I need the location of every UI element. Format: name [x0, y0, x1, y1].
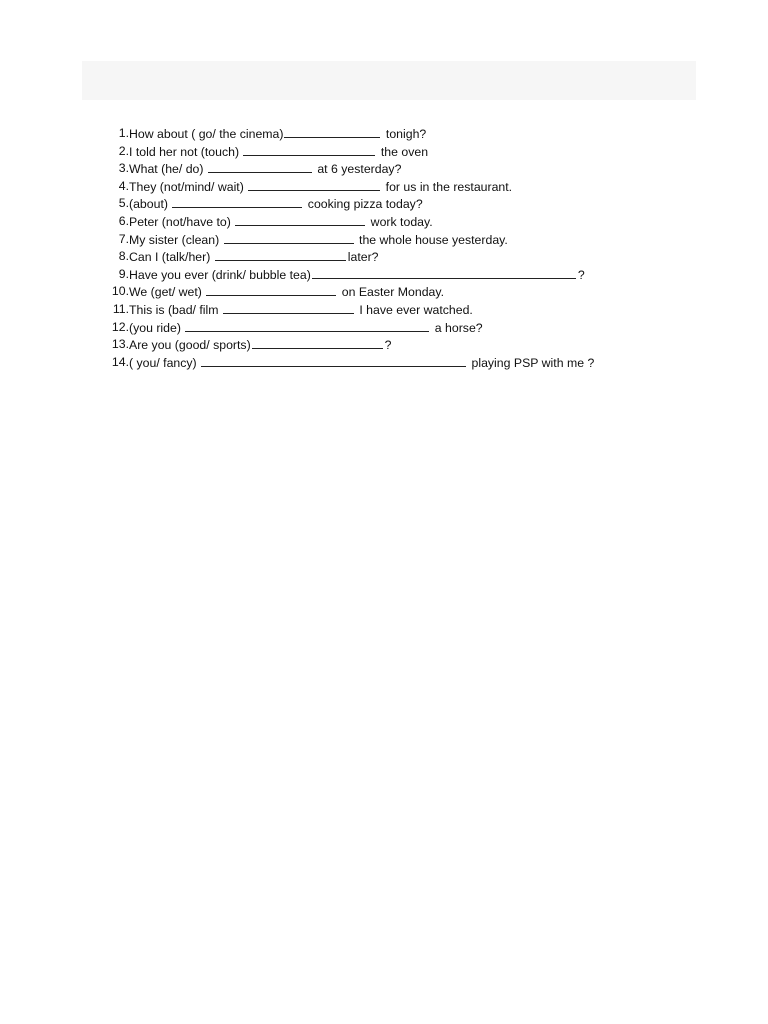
item-suffix: tonigh? [382, 127, 427, 141]
item-prefix: This is (bad/ film [129, 302, 222, 317]
item-number: 14. [111, 354, 129, 369]
item-suffix: later? [347, 250, 379, 265]
item-text [129, 301, 473, 320]
answer-blank[interactable] [215, 248, 346, 261]
item-text [129, 178, 512, 197]
item-prefix: Are you (good/ sports) [129, 338, 251, 353]
item-number: 13. [111, 337, 129, 352]
exercise-item-12 [102, 319, 483, 337]
item-text [129, 266, 585, 285]
exercise-item-10 [102, 283, 445, 301]
item-suffix: I have ever watched. [355, 302, 473, 317]
exercise-item-4 [102, 178, 513, 196]
item-prefix: (about) [129, 197, 172, 212]
item-suffix: work today. [367, 214, 433, 229]
answer-blank[interactable] [185, 319, 429, 332]
item-suffix: ? [577, 267, 585, 282]
item-prefix: Can I (talk/her) [129, 250, 214, 265]
exercise-item-8 [102, 248, 379, 266]
answer-blank[interactable] [284, 125, 380, 138]
exercise-item-13 [102, 336, 392, 354]
answer-blank[interactable] [235, 213, 365, 226]
exercise-item-2 [102, 143, 429, 161]
answer-blank[interactable] [248, 178, 380, 191]
item-number: 1. [118, 126, 129, 140]
item-prefix: ( you/ fancy) [129, 355, 201, 370]
item-text [129, 319, 483, 338]
item-prefix: How about ( go/ the cinema) [129, 127, 284, 141]
answer-blank[interactable] [243, 143, 375, 156]
item-suffix: for us in the restaurant. [382, 179, 513, 194]
item-prefix: I told her not (touch) [129, 144, 243, 159]
item-text [129, 160, 401, 179]
item-text [129, 143, 428, 162]
item-prefix: Peter (not/have to) [129, 214, 235, 229]
answer-blank[interactable] [252, 336, 383, 349]
item-number: 5. [118, 196, 129, 211]
answer-blank[interactable] [224, 231, 354, 244]
item-number: 11. [112, 301, 129, 316]
item-number: 7. [118, 231, 129, 246]
item-prefix: We (get/ wet) [129, 285, 206, 300]
item-number: 9. [118, 266, 129, 281]
exercise-item-1 [102, 125, 427, 143]
exercise-item-11 [102, 301, 473, 319]
exercise-item-3 [102, 160, 402, 178]
exercise-item-5 [102, 195, 423, 213]
item-prefix: They (not/mind/ wait) [129, 179, 248, 194]
item-suffix: on Easter Monday. [338, 285, 445, 300]
item-prefix: My sister (clean) [129, 232, 223, 247]
item-suffix: the oven [377, 144, 429, 159]
item-suffix: the whole house yesterday. [355, 232, 508, 247]
exercise-item-7 [102, 231, 508, 249]
item-prefix: What (he/ do) [129, 162, 207, 177]
item-number: 2. [118, 143, 129, 158]
item-text [129, 231, 508, 250]
item-text [129, 125, 426, 144]
item-number: 3. [118, 161, 129, 176]
answer-blank[interactable] [312, 266, 576, 279]
exercise-item-9 [102, 266, 585, 284]
answer-blank[interactable] [223, 301, 354, 314]
exercise-item-6 [102, 213, 433, 231]
answer-blank[interactable] [206, 283, 336, 296]
item-number: 10. [111, 284, 129, 299]
item-suffix: at 6 yesterday? [313, 162, 402, 177]
header-band [82, 61, 696, 100]
answer-blank[interactable] [201, 354, 466, 367]
answer-blank[interactable] [208, 160, 312, 173]
exercise-item-14 [102, 354, 595, 372]
item-prefix: (you ride) [129, 320, 185, 335]
item-prefix: Have you ever (drink/ bubble tea) [129, 267, 311, 282]
item-text [129, 195, 423, 214]
item-text [129, 336, 392, 355]
item-number: 12. [111, 319, 129, 334]
item-text [129, 283, 444, 302]
item-suffix: a horse? [431, 320, 483, 335]
item-text [129, 354, 594, 373]
item-suffix: ? [384, 338, 392, 353]
item-text [129, 213, 433, 232]
item-number: 4. [118, 178, 129, 193]
item-suffix: cooking pizza today? [304, 197, 423, 212]
answer-blank[interactable] [172, 195, 302, 208]
item-text [129, 248, 379, 267]
item-suffix: playing PSP with me ? [468, 355, 595, 370]
exercise-list [102, 125, 595, 371]
item-number: 8. [118, 249, 129, 264]
item-number: 6. [118, 213, 129, 228]
